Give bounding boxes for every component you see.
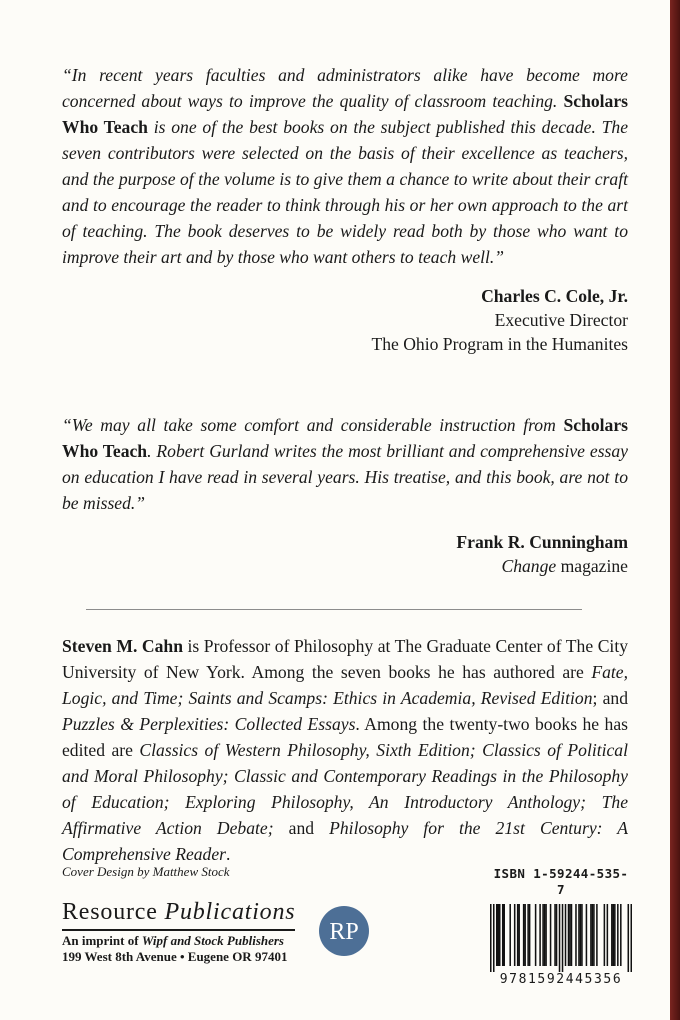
barcode-bar <box>524 904 526 966</box>
barcode-bar <box>523 904 525 966</box>
barcode-bar <box>562 904 564 972</box>
barcode-bar <box>613 904 615 966</box>
endorser-role: Executive Director <box>494 310 628 330</box>
barcode-bar <box>614 904 616 966</box>
barcode-bars <box>490 904 632 972</box>
bio-text: . Among the twenty-two books he has edited are <box>62 714 628 760</box>
barcode-bar <box>539 904 541 966</box>
bio-book-list: Puzzles & Perplexities: Collected Essays <box>62 714 356 734</box>
barcode-bar <box>502 904 504 966</box>
barcode-bar <box>497 904 499 966</box>
bio-text: is Professor of Philosophy at The Graduate Center of The City University of New York. Among the seven books he has authored are <box>62 636 629 682</box>
endorsement-1-text <box>62 62 628 270</box>
barcode-bar <box>590 904 592 966</box>
endorsement-1 <box>62 62 628 356</box>
barcode-bar <box>607 904 609 966</box>
rp-logo-text: RP <box>329 919 359 945</box>
publisher-name-plain: Resource <box>62 899 165 925</box>
barcode-bar <box>554 904 556 966</box>
barcode-bar <box>571 904 573 966</box>
endorsement-1-text-end: is one of the best books on the subject published this decade. The seven contributors were selected on the basis of their excellence as teachers, and the purpose of the volume is to give them a chance to write about their craft and to encourage the reader to think through his or her own approach to the art of teaching. The book deserves to be widely read both by those who want to improve their art and by those who want others to teach well.” <box>62 117 629 267</box>
barcode-bar <box>581 904 583 966</box>
barcode-bar <box>550 904 552 966</box>
book-title-ref: Scholars Who Teach <box>62 91 628 137</box>
bio-text: . <box>226 844 231 864</box>
publisher-block <box>62 898 295 965</box>
bio-book-list: Fate, Logic, and Time; Saints and Scamps: Ethics in Academia, Revised Edition <box>62 662 628 708</box>
cover-design-credit: Cover Design by Matthew Stock <box>62 864 230 879</box>
book-spine-edge <box>670 0 680 1020</box>
barcode-block <box>490 866 632 987</box>
barcode-bar <box>559 904 561 972</box>
endorsement-2-text <box>62 412 628 516</box>
barcode-bar <box>631 904 632 972</box>
imprint-prefix: An imprint of <box>62 933 142 948</box>
book-title-ref: Scholars Who Teach <box>62 415 628 461</box>
barcode-bar <box>556 904 558 966</box>
barcode-bar <box>542 904 544 966</box>
publisher-name <box>62 898 295 926</box>
publisher-address: 199 West 8th Avenue • Eugene OR 97401 <box>62 949 288 964</box>
barcode-bar <box>517 904 519 966</box>
rp-logo-icon <box>318 905 370 957</box>
barcode-bar <box>496 904 498 966</box>
barcode-bar <box>604 904 606 966</box>
barcode-bar <box>580 904 582 966</box>
barcode-bar <box>592 904 594 966</box>
barcode-bar <box>503 904 505 966</box>
barcode-bar <box>620 904 622 966</box>
publication-title: Change <box>501 556 557 576</box>
endorser-publication <box>62 554 628 578</box>
barcode-bar <box>628 904 630 972</box>
imprint-name: Wipf and Stock Publishers <box>141 933 284 948</box>
endorsement-1-text-start: “In recent years faculties and administrators alike have become more concerned about ways to improve the quality of classroom teaching. <box>62 65 628 111</box>
barcode-bar <box>593 904 595 966</box>
barcode-bar <box>611 904 613 966</box>
barcode-bar <box>565 904 567 966</box>
author-name: Steven M. Cahn <box>62 636 183 656</box>
barcode-bar <box>544 904 546 966</box>
barcode-bar <box>569 904 571 966</box>
endorser-organization: The Ohio Program in the Humanites <box>371 334 628 354</box>
barcode-bar <box>578 904 580 966</box>
divider-rule <box>86 609 582 610</box>
endorsement-1-attribution <box>62 284 628 356</box>
author-bio <box>62 633 628 867</box>
barcode-bar <box>490 904 492 972</box>
endorsement-2 <box>62 412 628 578</box>
barcode-bar <box>617 904 619 966</box>
ean-digits: 9781592445356 <box>499 972 623 987</box>
isbn-label: ISBN 1-59244-535-7 <box>493 866 629 897</box>
bio-book-list: Classics of Western Philosophy, Sixth Edition; Classics of Political and Moral Philosophy; Classic and Contemporary Readings in the Philosophy of Education; Exploring Philosophy, An Introductory Anthology; The Affirmative Action Debate; <box>62 740 628 838</box>
publisher-imprint <box>62 929 295 949</box>
barcode-bar <box>529 904 531 966</box>
bio-text: and <box>273 818 330 838</box>
bio-book-list: Philosophy for the 21st Century: A Comprehensive Reader <box>62 818 628 864</box>
endorsement-2-text-end: . Robert Gurland writes the most brilliant and comprehensive essay on education I have read in several years. His treatise, and this book, are not to be missed.” <box>62 441 628 513</box>
barcode-bar <box>493 904 495 972</box>
barcode-bar <box>575 904 577 966</box>
barcode-bar <box>514 904 516 966</box>
barcode-bar <box>535 904 537 966</box>
barcode-bar <box>596 904 598 966</box>
publisher-name-italic: Publications <box>164 899 296 925</box>
barcode-bar <box>499 904 501 966</box>
barcode-bar <box>518 904 520 966</box>
barcode-bar <box>527 904 529 966</box>
endorsement-2-text-start: “We may all take some comfort and considerable instruction from <box>62 415 564 435</box>
barcode-bar <box>509 904 511 966</box>
endorsement-2-attribution <box>62 530 628 578</box>
endorser-name: Frank R. Cunningham <box>456 532 628 552</box>
barcode-bar <box>568 904 570 966</box>
bio-text: ; and <box>592 688 628 708</box>
barcode-bar <box>586 904 588 966</box>
publication-suffix: magazine <box>556 556 628 576</box>
barcode-bar <box>545 904 547 966</box>
endorser-name: Charles C. Cole, Jr. <box>481 286 628 306</box>
